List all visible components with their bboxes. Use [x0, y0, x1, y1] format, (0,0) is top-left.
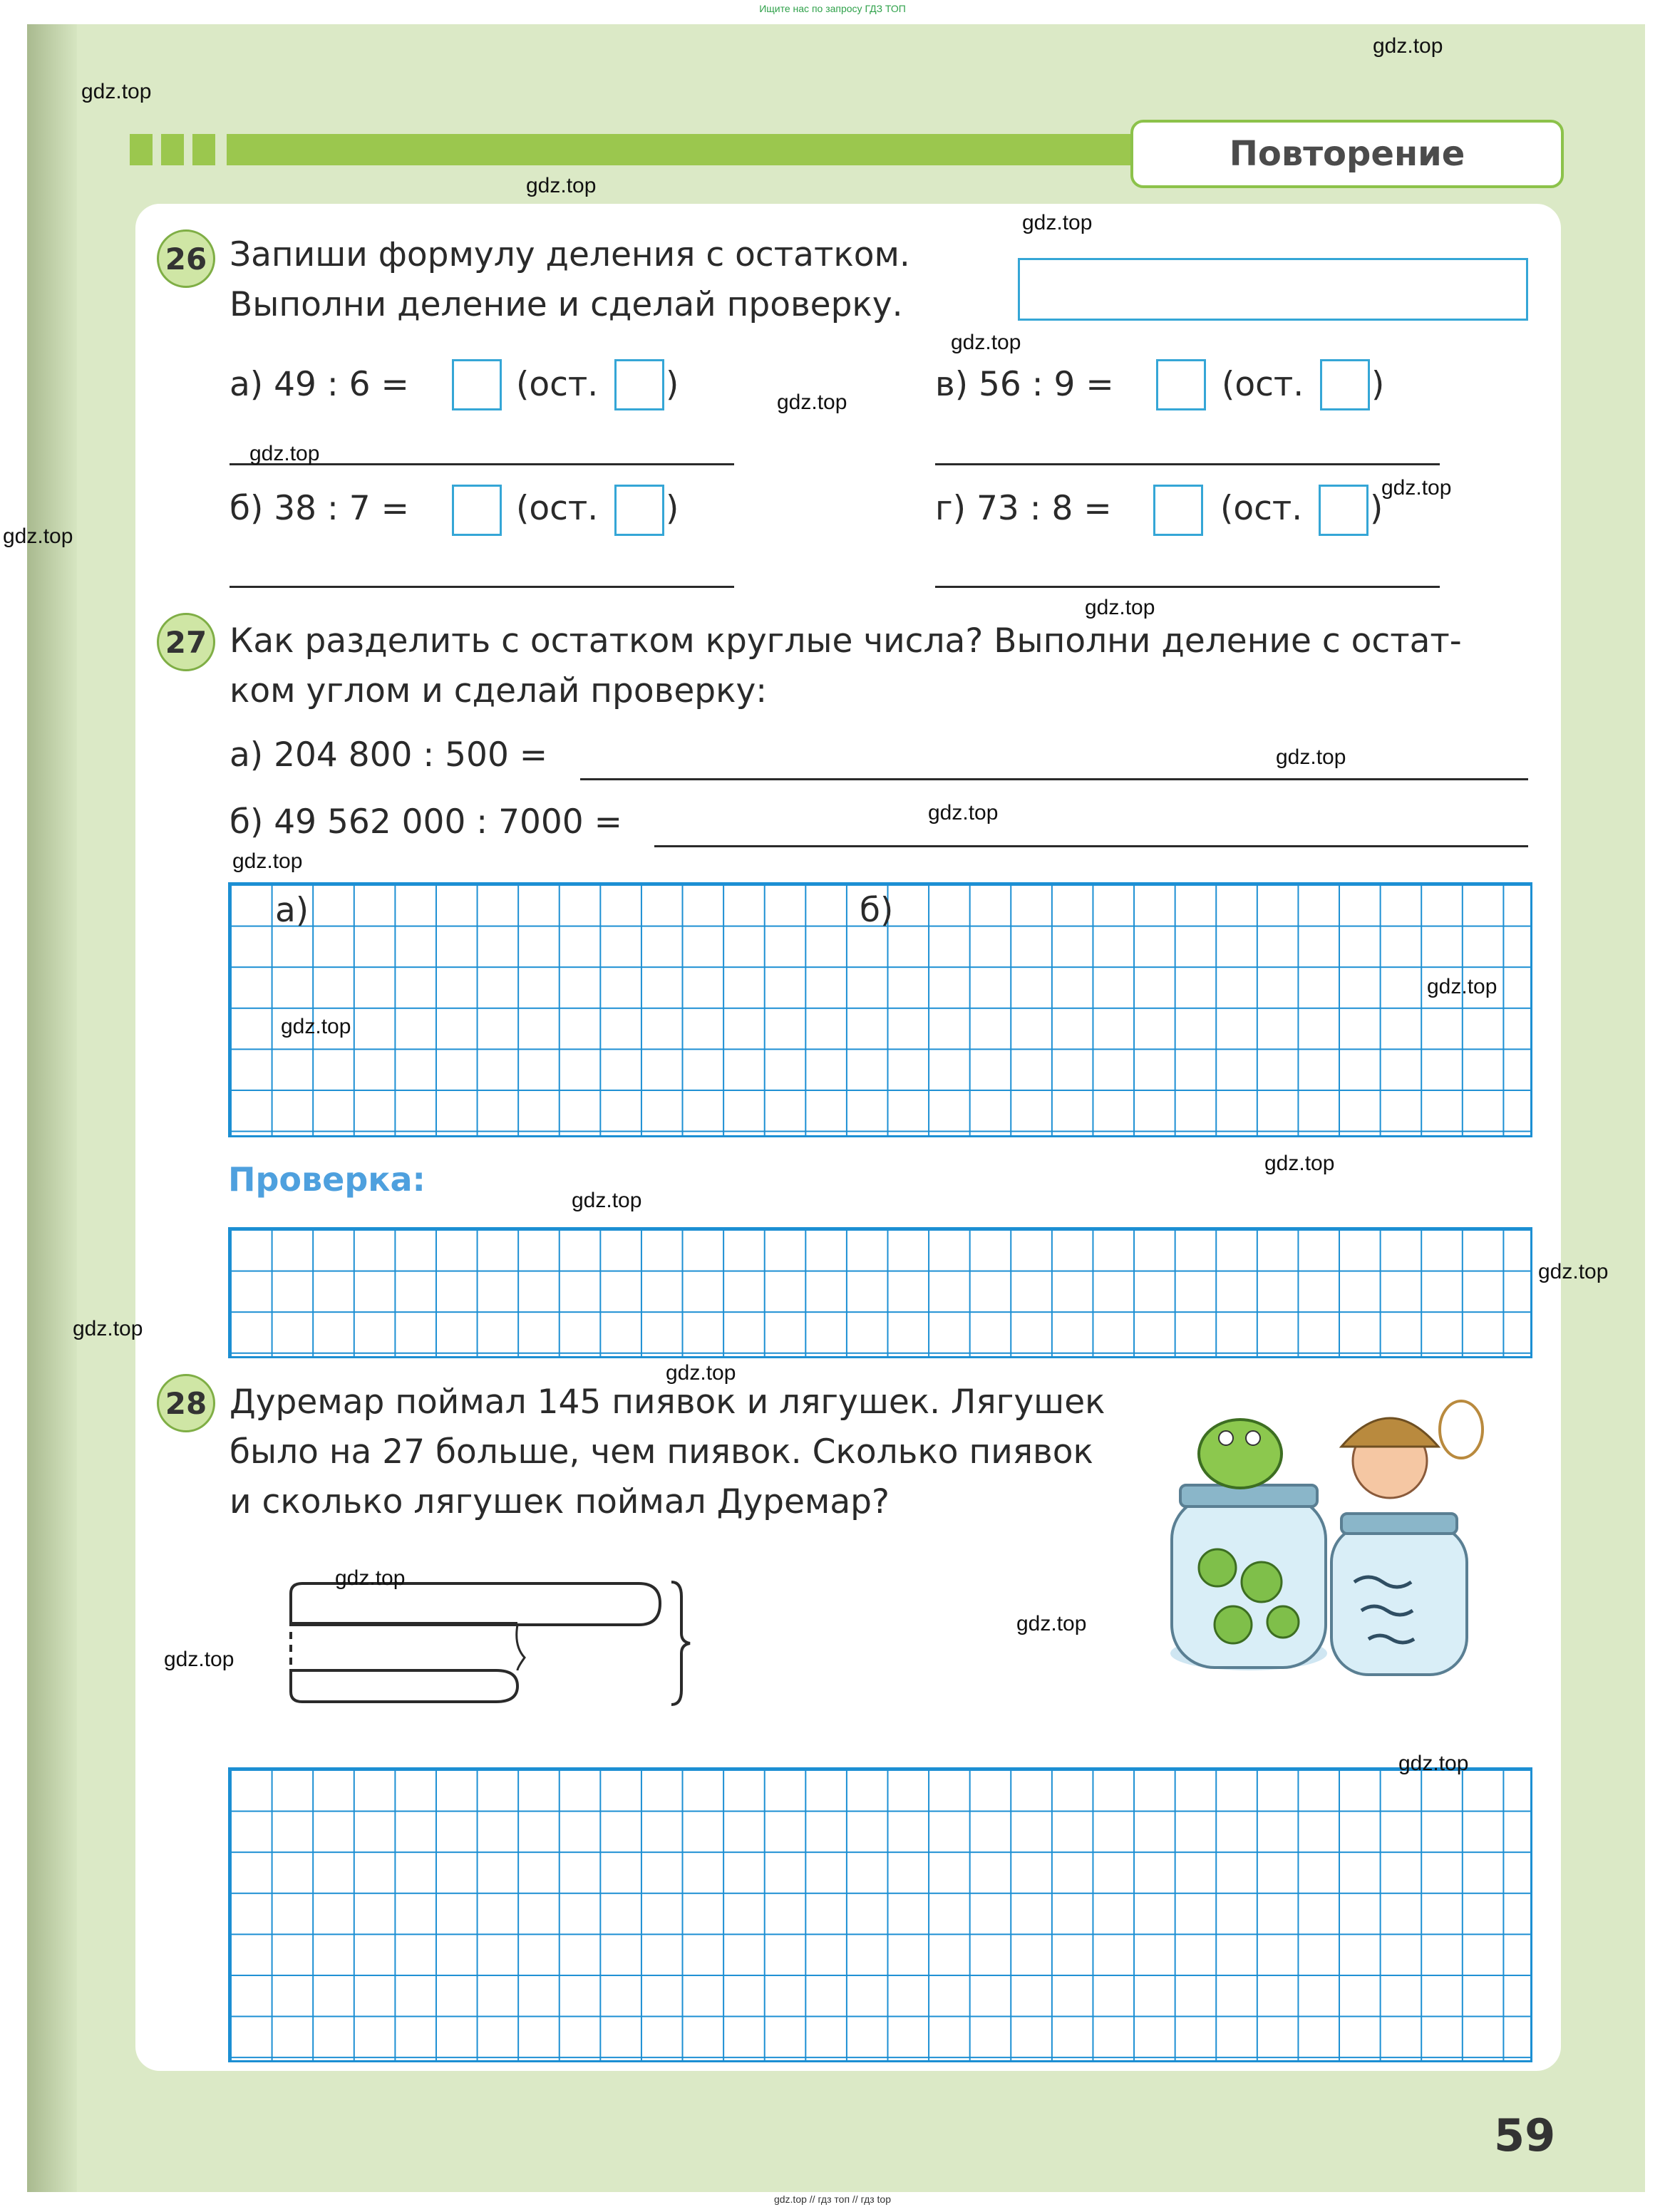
ost-label: (ост.: [1222, 365, 1304, 404]
ost-label: (ост.: [516, 489, 599, 528]
total-brace: [671, 1582, 690, 1705]
answer-box-26v-remainder[interactable]: [1320, 359, 1370, 410]
task27-line2: ком углом и сделай проверку:: [230, 671, 768, 710]
task-number-26: 26: [157, 229, 215, 288]
answer-box-26a-quotient[interactable]: [452, 359, 502, 410]
task27-line1: Как разделить с остатком круглые числа? Выполни деление с остат-: [230, 621, 1462, 661]
task26-line1: Запиши формулу деления с остатком.: [230, 235, 910, 274]
task26-b-expr: б) 38 : 7 =: [230, 489, 410, 528]
answer-box-26g-remainder[interactable]: [1319, 485, 1368, 536]
close-paren: ): [1371, 365, 1385, 404]
close-paren: ): [1370, 489, 1383, 528]
leeches-segment: [291, 1670, 517, 1702]
close-paren: ): [666, 365, 679, 404]
watermark: gdz.top: [249, 442, 320, 465]
watermark: gdz.top: [928, 801, 999, 825]
watermark: gdz.top: [572, 1189, 642, 1212]
check-label: Проверка:: [228, 1160, 426, 1199]
answer-line-27a[interactable]: [580, 778, 1528, 780]
check-line-26g[interactable]: [935, 586, 1440, 588]
task28-line3: и сколько лягушек поймал Дуремар?: [230, 1482, 890, 1521]
watermark: gdz.top: [1264, 1152, 1335, 1175]
header-stripe-block: [192, 134, 215, 165]
bottom-note: gdz.top // гдз топ // гдз top: [773, 2193, 892, 2205]
frog-icon: [1242, 1562, 1282, 1602]
watermark: gdz.top: [1373, 34, 1443, 58]
check-grid-27[interactable]: [228, 1227, 1532, 1358]
task28-line1: Дуремар поймал 145 пиявок и лягушек. Лягушек: [230, 1382, 1105, 1422]
answer-box-26a-remainder[interactable]: [614, 359, 664, 410]
answer-box-26v-quotient[interactable]: [1156, 359, 1206, 410]
segment-diagram: [282, 1568, 696, 1725]
watermark: gdz.top: [232, 849, 303, 873]
watermark: gdz.top: [1276, 745, 1346, 769]
task-number-28: 28: [157, 1374, 215, 1432]
watermark: gdz.top: [526, 174, 597, 197]
leech-jar-lid: [1341, 1514, 1457, 1534]
book-spine-shadow: [27, 24, 77, 2192]
work-grid-28[interactable]: [228, 1767, 1532, 2062]
answer-box-26b-quotient[interactable]: [452, 485, 502, 536]
task-number-27: 27: [157, 613, 215, 671]
check-line-26b[interactable]: [230, 586, 734, 588]
watermark: gdz.top: [1381, 476, 1452, 500]
header-stripe-block: [130, 134, 153, 165]
top-note: Ищите нас по запросу ГДЗ ТОП: [759, 3, 906, 14]
watermark: gdz.top: [164, 1648, 234, 1671]
check-line-26v[interactable]: [935, 463, 1440, 465]
hat-icon: [1341, 1418, 1438, 1447]
duremar-illustration: [1155, 1397, 1490, 1703]
answer-box-26b-remainder[interactable]: [614, 485, 664, 536]
answer-box-26g-quotient[interactable]: [1153, 485, 1203, 536]
ost-label: (ост.: [1220, 489, 1303, 528]
watermark: gdz.top: [81, 80, 152, 103]
watermark: gdz.top: [777, 391, 847, 414]
watermark: gdz.top: [73, 1317, 143, 1340]
task27-b-expr: б) 49 562 000 : 7000 =: [230, 802, 623, 842]
frog-icon: [1215, 1606, 1252, 1643]
task26-g-expr: г) 73 : 8 =: [935, 489, 1112, 528]
big-frog-icon: [1199, 1420, 1282, 1488]
watermark: gdz.top: [1085, 596, 1155, 619]
leech-jar: [1331, 1525, 1467, 1675]
task27-a-expr: а) 204 800 : 500 =: [230, 735, 548, 775]
watermark: gdz.top: [1427, 975, 1498, 998]
task26-line2: Выполни деление и сделай проверку.: [230, 285, 903, 324]
answer-line-27b[interactable]: [654, 845, 1528, 847]
task26-a-expr: а) 49 : 6 =: [230, 365, 409, 404]
task26-v-expr: в) 56 : 9 =: [935, 365, 1114, 404]
grid-label-a: а): [275, 891, 309, 930]
answer-box-header[interactable]: [1018, 258, 1528, 321]
frog-icon: [1199, 1549, 1236, 1586]
header-stripe-bar: [227, 134, 1146, 165]
frog-icon: [1267, 1606, 1299, 1638]
watermark: gdz.top: [951, 331, 1021, 354]
section-title: Повторение: [1130, 120, 1564, 188]
watermark: gdz.top: [1538, 1260, 1609, 1283]
net-icon: [1440, 1401, 1483, 1458]
page-number: 59: [1494, 2109, 1556, 2161]
watermark: gdz.top: [1398, 1752, 1469, 1775]
close-paren: ): [666, 489, 679, 528]
task28-line2: было на 27 больше, чем пиявок. Сколько пиявок: [230, 1432, 1093, 1472]
header-stripe-block: [161, 134, 184, 165]
watermark: gdz.top: [281, 1015, 351, 1038]
watermark: gdz.top: [3, 524, 73, 548]
grid-label-b: б): [860, 891, 894, 930]
difference-mark: [517, 1625, 525, 1670]
watermark: gdz.top: [1022, 211, 1093, 234]
ost-label: (ост.: [516, 365, 599, 404]
watermark: gdz.top: [666, 1361, 736, 1385]
watermark: gdz.top: [335, 1566, 406, 1590]
watermark: gdz.top: [1016, 1612, 1087, 1635]
